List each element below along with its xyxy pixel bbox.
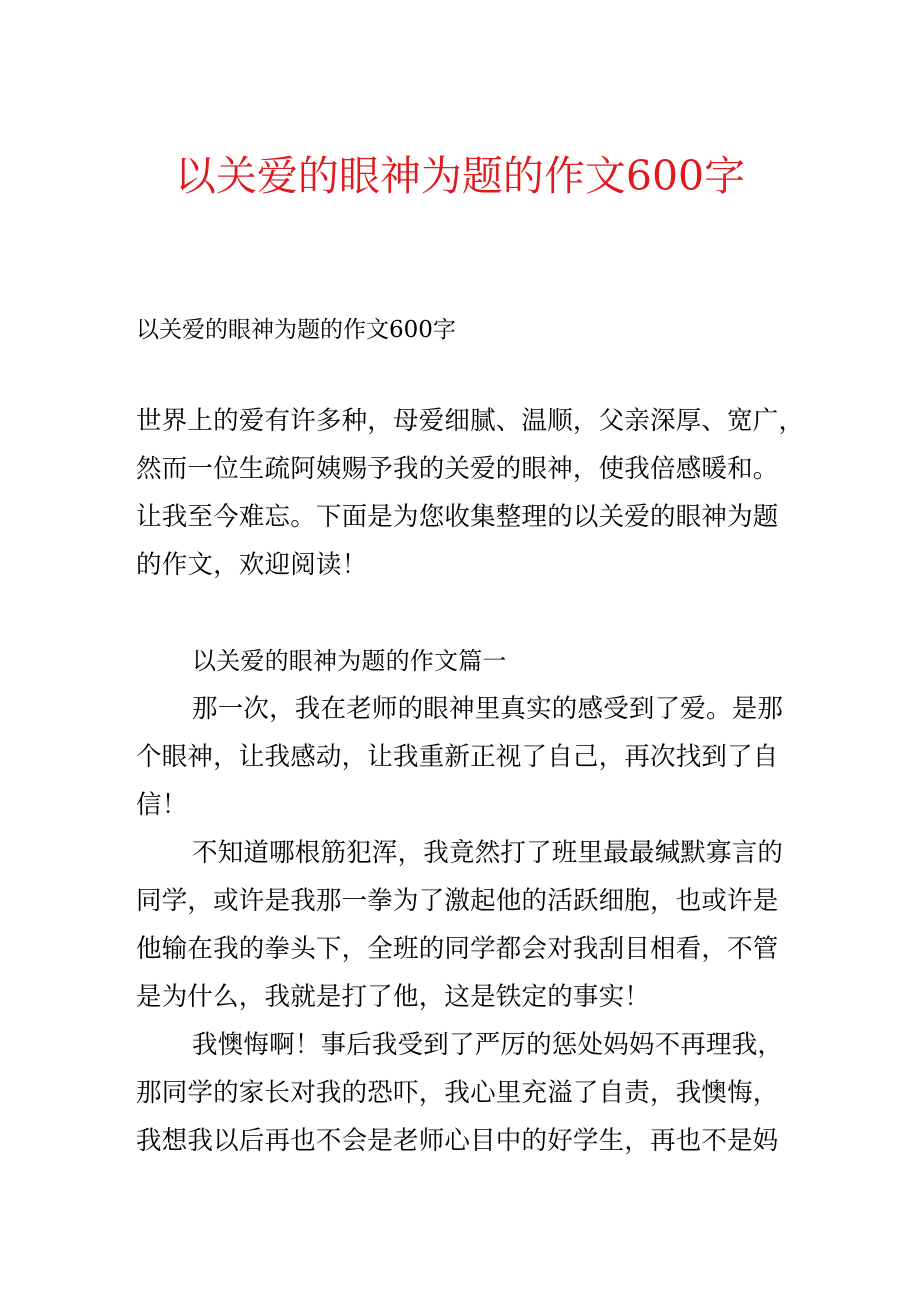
intro-line: 的作文，欢迎阅读！	[136, 550, 368, 580]
paragraph-line: 我想我以后再也不会是老师心目中的好学生，再也不是妈	[136, 1126, 779, 1156]
page-title: 以关爱的眼神为题的作文600字	[174, 152, 746, 200]
paragraph-line: 个眼神，让我感动，让我重新正视了自己，再次找到了自	[136, 742, 779, 772]
section-heading: 以关爱的眼神为题的作文篇一	[192, 647, 507, 675]
paragraph-line: 那一次，我在老师的眼神里真实的感受到了爱。是那	[192, 694, 784, 724]
intro-line: 世界上的爱有许多种，母爱细腻、温顺，父亲深厚、宽广，	[136, 406, 805, 436]
intro-line: 让我至今难忘。下面是为您收集整理的以关爱的眼神为题	[136, 502, 779, 532]
intro-line: 然而一位生疏阿姨赐予我的关爱的眼神，使我倍感暖和。	[136, 454, 779, 484]
document-subtitle: 以关爱的眼神为题的作文600字	[136, 317, 456, 343]
paragraph-line: 同学，或许是我那一拳为了激起他的活跃细胞，也或许是	[136, 886, 779, 916]
paragraph-line: 我懊悔啊！事后我受到了严厉的惩处妈妈不再理我，	[192, 1030, 784, 1060]
paragraph-line: 不知道哪根筋犯浑，我竟然打了班里最最缄默寡言的	[192, 838, 784, 868]
paragraph-line: 信！	[136, 790, 188, 820]
paragraph-line: 他输在我的拳头下，全班的同学都会对我刮目相看，不管	[136, 934, 779, 964]
paragraph-line: 那同学的家长对我的恐吓，我心里充溢了自责，我懊悔，	[136, 1078, 779, 1108]
paragraph-line: 是为什么，我就是打了他，这是铁定的事实！	[136, 982, 651, 1012]
